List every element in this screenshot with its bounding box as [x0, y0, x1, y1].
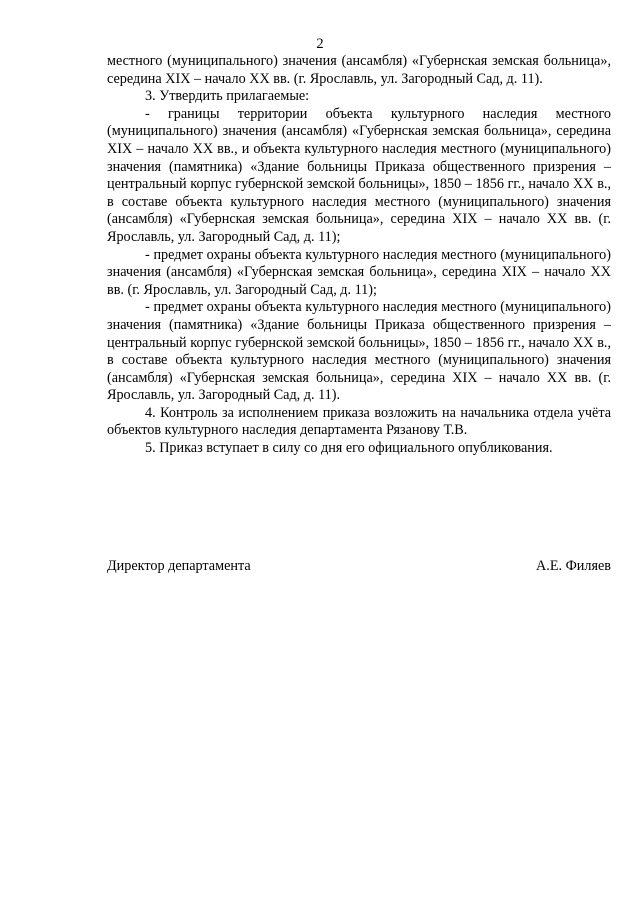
- page-number: 2: [316, 36, 324, 52]
- paragraph-continuation: местного (муниципального) значения (ансамбля) «Губернская земская больница», середина XIX – начало XX вв. (г. Ярославль, ул. Загородный Сад, д. 11).: [107, 53, 611, 87]
- signatory-title: Директор департамента: [107, 558, 251, 574]
- paragraph-item-4: 4. Контроль за исполнением приказа возложить на начальника отдела учёта объектов культурного наследия департамента Рязанову Т.В.: [107, 404, 611, 439]
- paragraph-territory-boundaries: - границы территории объекта культурного наследия местного (муниципального) значения (ансамбля) «Губернская земская больница», середина XIX – начало XX вв., и объекта культурного наследия местного (муниципального) значения (памятника) «Здание больницы Приказа общественного призрения – центральный корпус губернской земской больницы», 1850 – 1856 гг., начало XX в., в составе объекта культурного наследия местного (муниципального) значения (ансамбля) «Губернская земская больница», середина XIX – начало XX вв. (г. Ярославль, ул. Загородный Сад, д. 11);: [107, 105, 611, 245]
- paragraph-item-3: 3. Утвердить прилагаемые:: [145, 88, 310, 105]
- paragraph-item-5: 5. Приказ вступает в силу со дня его официального опубликования.: [145, 440, 553, 457]
- signatory-name: А.Е. Филяев: [536, 558, 611, 574]
- paragraph-protection-subject-monument: - предмет охраны объекта культурного наследия местного (муниципального) значения (памятника) «Здание больницы Приказа общественного призрения – центральный корпус губернской земской больницы», 1850 – 1856 гг., начало XX в., в составе объекта культурного наследия местного (муниципального) значения (ансамбля) «Губернская земская больница», середина XIX – начало XX вв. (г. Ярославль, ул. Загородный Сад, д. 11).: [107, 299, 611, 404]
- paragraph-protection-subject-ensemble: - предмет охраны объекта культурного наследия местного (муниципального) значения (ансамбля) «Губернская земская больница», середина XIX – начало XX вв. (г. Ярославль, ул. Загородный Сад, д. 11);: [107, 246, 611, 298]
- document-body: [107, 53, 611, 458]
